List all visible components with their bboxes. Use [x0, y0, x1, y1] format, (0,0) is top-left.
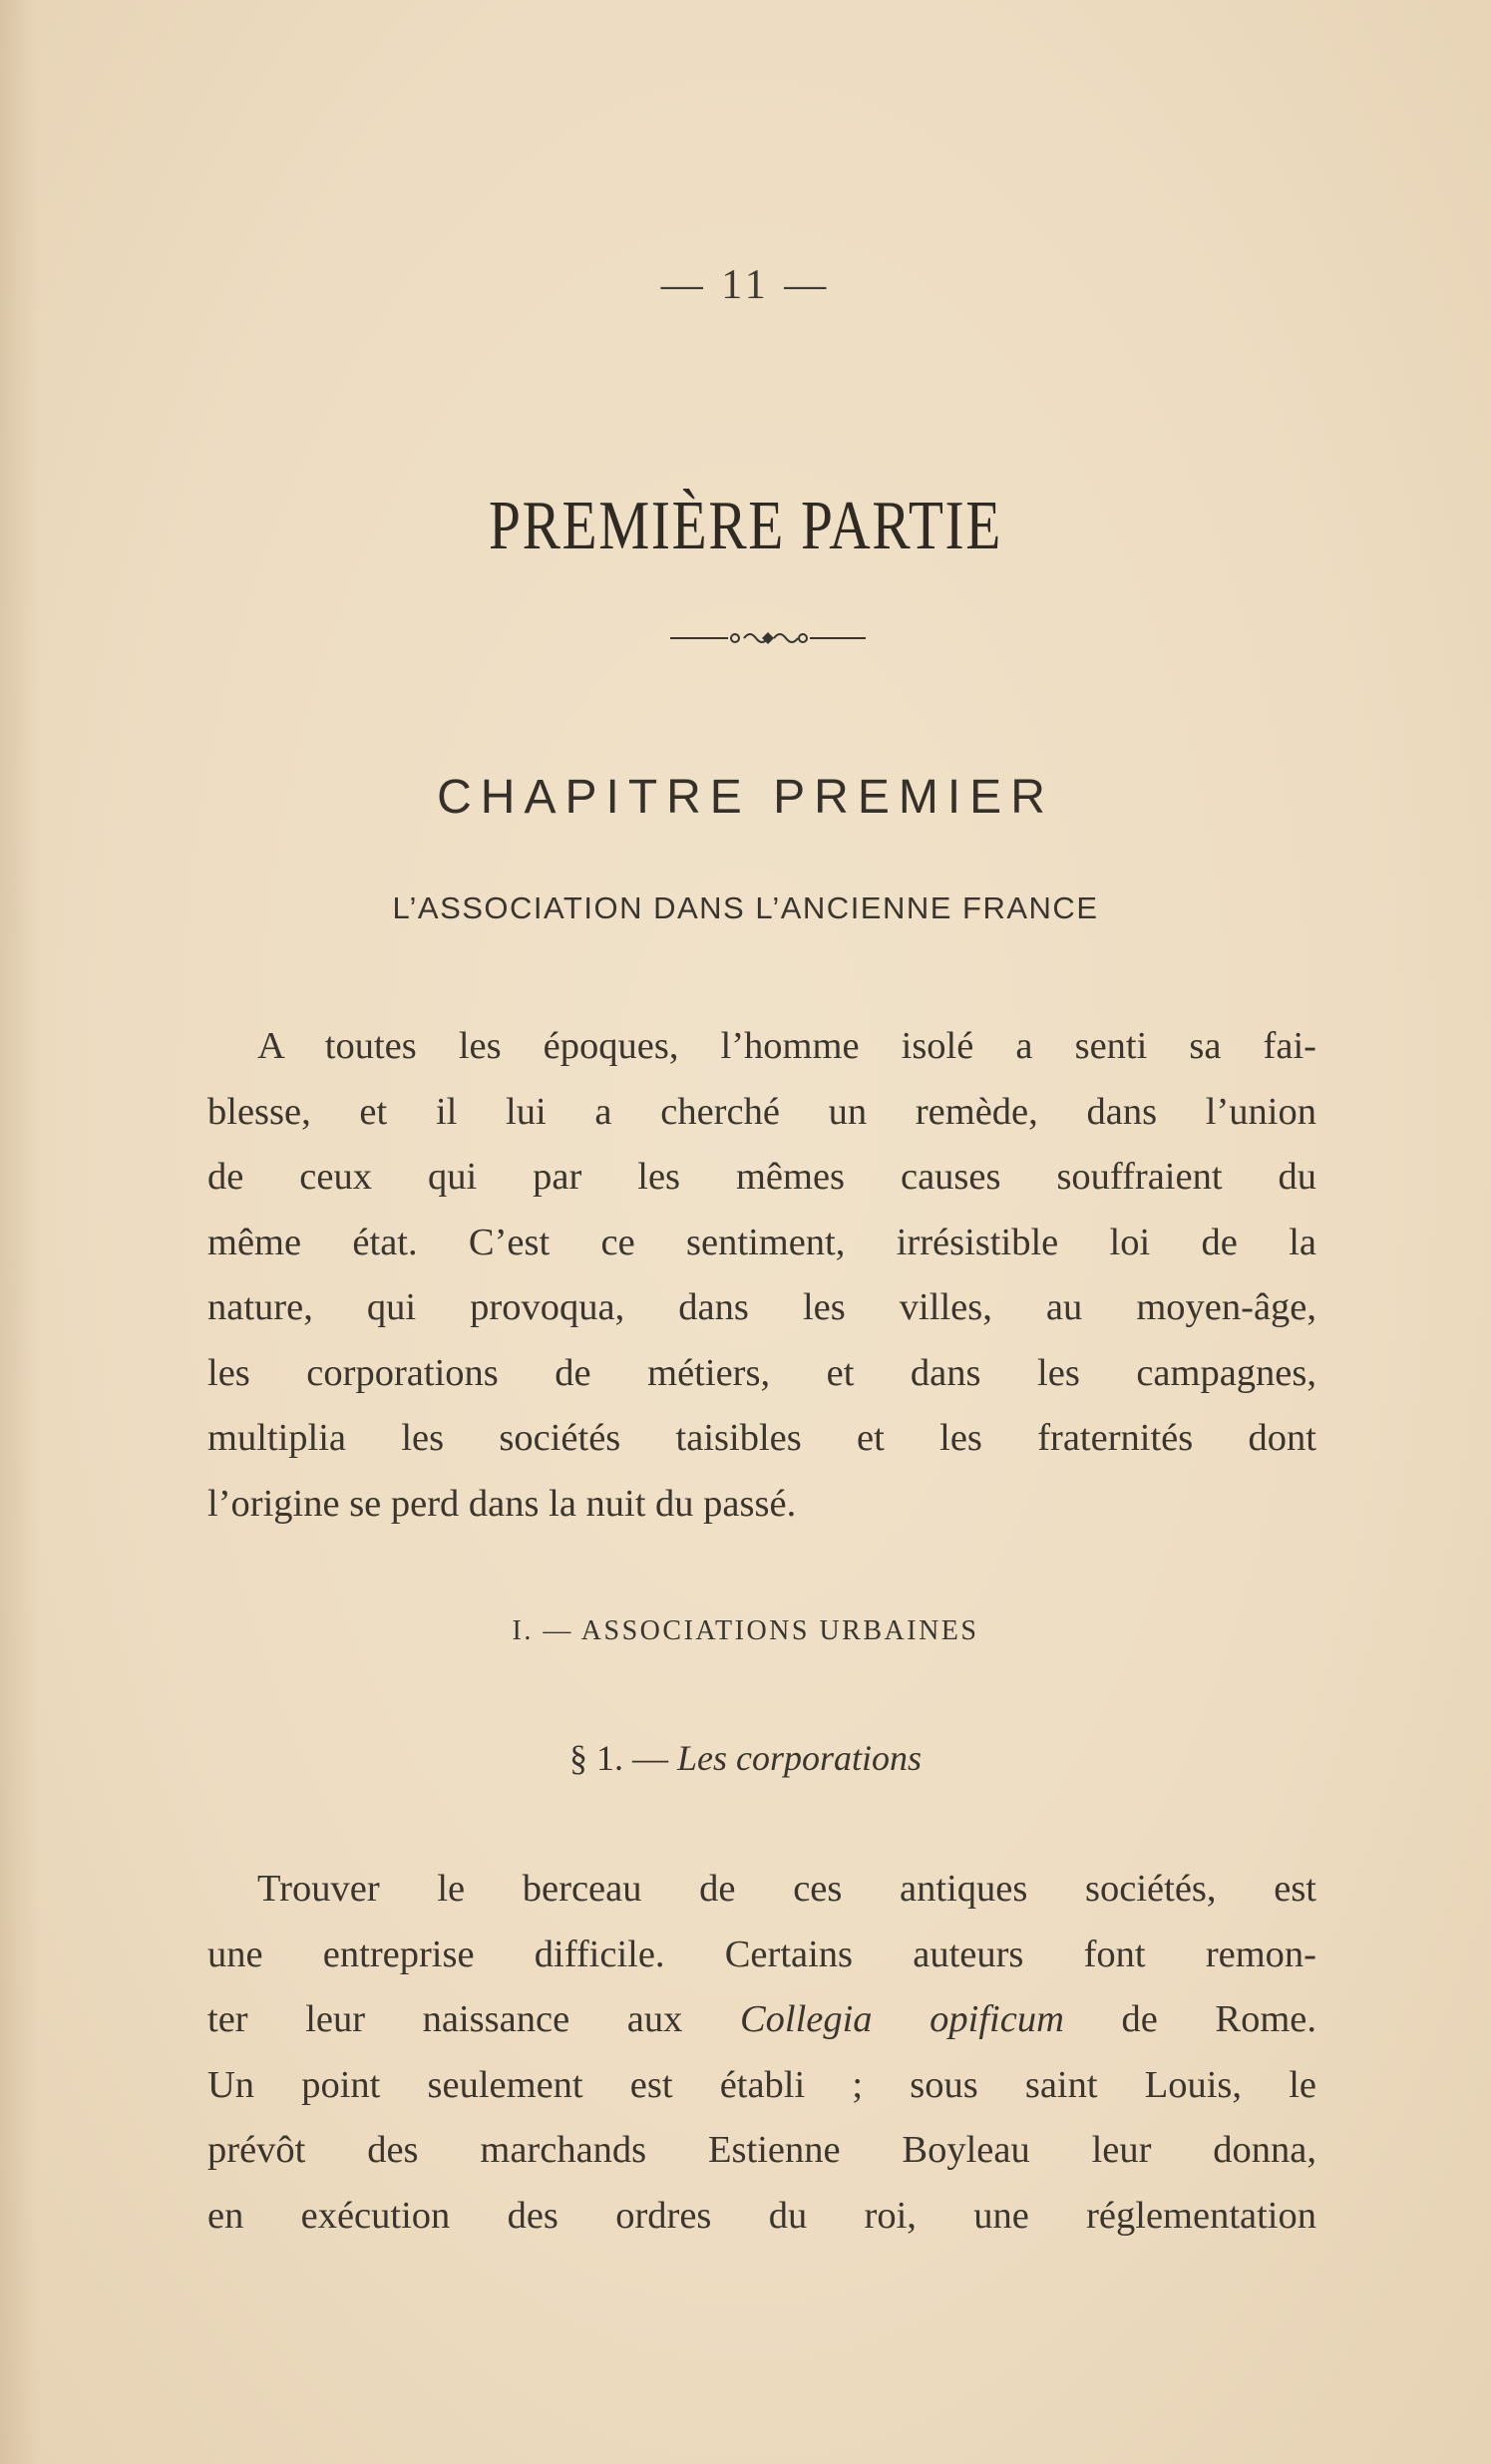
text-line: les corporations de métiers, et dans les campagnes, [207, 1351, 1316, 1394]
text-line: prévôt des marchands Estienne Boyleau leur donna, [207, 2129, 1316, 2171]
section-heading: I. — ASSOCIATIONS URBAINES [512, 1615, 979, 1646]
text-line: de ceux qui par les mêmes causes souffraient du [207, 1156, 1316, 1198]
text-line: une entreprise difficile. Certains auteurs font remon- [207, 1933, 1316, 1975]
text-line: Un point seulement est établi ; sous saint Louis, le [207, 2063, 1316, 2106]
subsection-title: Les corporations [676, 1738, 923, 1778]
text-line: Trouver le berceau de ces antiques sociétés, est [257, 1868, 1316, 1910]
paragraph-intro [207, 1014, 1316, 1537]
text-fragment: ter leur naissance aux [207, 1998, 740, 2040]
ornament-divider-icon [670, 628, 866, 648]
text-line: blesse, et il lui a cherché un remède, dans l’union [207, 1090, 1316, 1133]
text-line: l’origine se perd dans la nuit du passé. [207, 1482, 797, 1525]
page-edge-shadow [0, 0, 40, 2464]
latin-term: Collegia opificum [739, 1998, 1064, 2040]
page-number: — 11 — [660, 262, 831, 308]
text-line: en exécution des ordres du roi, une réglementation [207, 2194, 1316, 2237]
text-fragment: de Rome. [1063, 1998, 1316, 2040]
text-line: même état. C’est ce sentiment, irrésistible loi de la [207, 1221, 1316, 1263]
text-line [207, 1987, 1316, 2053]
subsection-number: § 1. — [568, 1738, 677, 1778]
text-line: A toutes les époques, l’homme isolé a senti sa fai- [257, 1025, 1316, 1067]
chapter-subtitle: L’ASSOCIATION DANS L’ANCIENNE FRANCE [392, 890, 1099, 925]
text-line: multiplia les sociétés taisibles et les fraternités dont [207, 1417, 1316, 1459]
subsection-heading [0, 1737, 1491, 1779]
chapter-title: CHAPITRE PREMIER [437, 771, 1054, 824]
part-title: PREMIÈRE PARTIE [489, 488, 1002, 564]
text-line: nature, qui provoqua, dans les villes, au moyen-âge, [207, 1286, 1316, 1328]
paragraph-corporations [207, 1857, 1316, 2249]
